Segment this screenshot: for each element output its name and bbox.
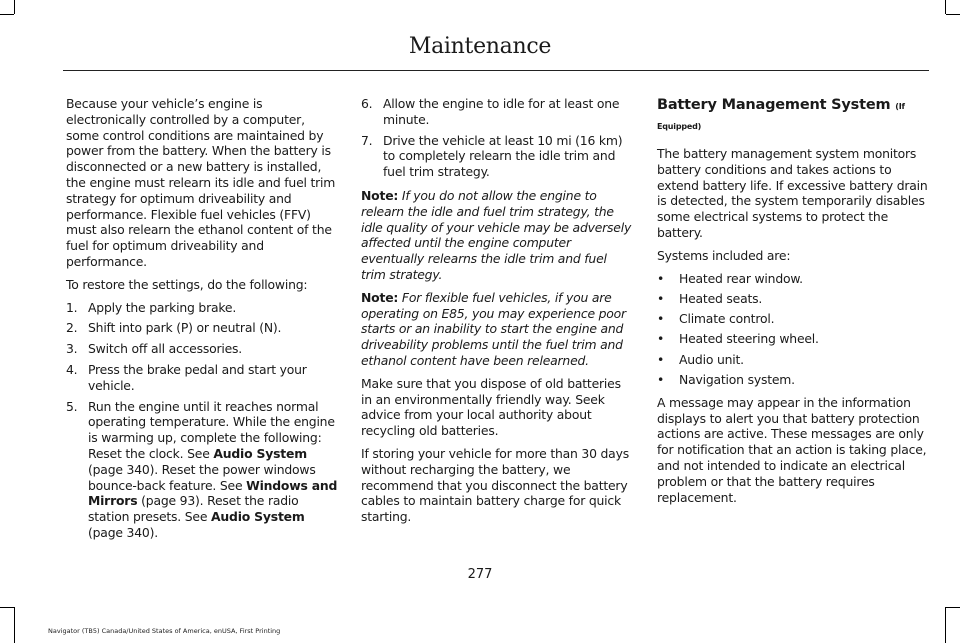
step-text: Press the brake pedal and start your vehicle. (88, 361, 307, 393)
closing-paragraph: A message may appear in the information displays to alert you that battery protection actions are active. These messages are only for notification that an action is taking place, and not intended to indicate an electrical problem or that the battery requires replacement. (657, 394, 927, 505)
note-text: For flexible fuel vehicles, if you are operating on E85, you may experience poor starts or an inability to start the engine and driveability problems until the fuel trim and ethanol content have been relearned. (361, 289, 626, 368)
step-number: 6. (361, 96, 373, 111)
note-flex-fuel (361, 290, 633, 369)
bullet: • (657, 351, 665, 367)
crop-mark-bottom-right-horizontal (946, 607, 960, 608)
note-idle-trim (361, 188, 633, 283)
list-item (657, 291, 929, 307)
crop-mark-top-left-horizontal (0, 14, 14, 15)
step-number: 7. (361, 132, 373, 148)
bullet: • (657, 311, 665, 327)
list-item-text: Heated steering wheel. (679, 331, 819, 347)
list-item-text: Heated seats. (679, 290, 763, 306)
list-item-text: Navigation system. (679, 372, 795, 388)
note-label: Note: (361, 187, 399, 203)
step-text: Switch off all accessories. (88, 341, 243, 357)
list-item-text: Audio unit. (679, 351, 744, 367)
list-item (657, 271, 929, 287)
step-item (66, 362, 338, 394)
column-left (66, 96, 338, 546)
bms-intro: The battery management system monitors battery conditions and takes actions to extend battery life. If excessive battery drain is detected, the system temporarily disables some electrical systems to protect the battery. (657, 146, 928, 240)
step-number: 1. (66, 299, 78, 315)
step-text: Drive the vehicle at least 10 mi (16 km) to completely relearn the idle trim and fuel trim strategy. (383, 132, 623, 180)
step-number: 2. (66, 320, 78, 336)
step-text: Allow the engine to idle for at least one minute. (383, 96, 620, 127)
bullet: • (657, 372, 665, 388)
step-text-part: (page 340). Reset the power windows bounce-back feature. See (88, 461, 316, 493)
list-item-text: Heated rear window. (679, 270, 803, 286)
section-heading-suffix: (If Equipped) (657, 102, 905, 131)
systems-intro: Systems included are: (657, 247, 791, 263)
step-number: 3. (66, 341, 78, 357)
list-item (657, 352, 929, 368)
disposal-paragraph: Make sure that you dispose of old batteries in an environmentally friendly way. Seek advice from your local authority about recycling old batteries. (361, 375, 621, 439)
list-item (657, 331, 929, 347)
crop-mark-top-right-vertical (945, 0, 946, 14)
section-heading (657, 96, 929, 136)
page-title: Maintenance (408, 34, 552, 59)
intro-paragraph: Because your vehicle’s engine is electronically controlled by a computer, some control conditions are maintained by power from the battery. When the battery is disconnected or a new battery is installed, the engine must relearn its idle and fuel trim strategy for optimum driveability and performance. Flexible fuel vehicles (FFV) must also relearn the ethanol content of the fuel for optimum driveability and performance. (66, 96, 336, 269)
step-item (361, 133, 633, 180)
list-item (657, 311, 929, 327)
step-text: Shift into park (P) or neutral (N). (88, 320, 282, 336)
step-text-part: Run the engine until it reaches normal operating temperature. While the engine is warming up, complete the following: Reset the clock. See (88, 398, 335, 461)
page-number: 277 (467, 567, 493, 582)
step-number: 5. (66, 398, 78, 414)
step-item (66, 320, 338, 336)
list-item-text: Climate control. (679, 311, 775, 327)
cross-reference-audio-system[interactable]: Audio System (213, 445, 307, 461)
note-label: Note: (361, 289, 399, 305)
list-item (657, 372, 929, 388)
cross-reference-audio-system[interactable]: Audio System (211, 509, 305, 525)
step-text (88, 399, 338, 541)
crop-mark-bottom-left-horizontal (0, 607, 14, 608)
note-text: If you do not allow the engine to relearn the idle and fuel trim strategy, the idle quality of your vehicle may be adversely affected until the engine computer eventually relearns the idle trim and fuel trim strategy. (361, 187, 632, 282)
restore-intro: To restore the settings, do the following: (66, 276, 308, 292)
bullet: • (657, 331, 665, 347)
step-item (361, 96, 633, 128)
footer-printing-info: Navigator (TB5) Canada/United States of America, enUSA, First Printing (48, 627, 281, 635)
crop-mark-top-right-horizontal (946, 14, 960, 15)
bullet: • (657, 290, 665, 306)
cross-reference-windows-and-mirrors[interactable]: Windows and Mirrors (88, 477, 338, 509)
crop-mark-bottom-right-vertical (945, 607, 946, 643)
step-item (66, 399, 338, 541)
crop-mark-bottom-left-vertical (14, 607, 15, 643)
crop-mark-top-left-vertical (14, 0, 15, 14)
step-item (66, 341, 338, 357)
step-item (66, 300, 338, 316)
step-text-part: (page 93). Reset the radio station presets. See (88, 493, 299, 525)
step-text: Apply the parking brake. (88, 299, 237, 315)
bullet: • (657, 270, 665, 286)
step-text-part: (page 340). (88, 524, 158, 540)
step-number: 4. (66, 361, 78, 377)
storage-paragraph: If storing your vehicle for more than 30 days without recharging the battery, we recommend that you disconnect the battery cables to maintain battery charge for quick starting. (361, 445, 629, 525)
section-heading-text: Battery Management System (657, 97, 891, 113)
header-divider (63, 70, 929, 71)
column-right (657, 96, 929, 512)
column-middle (361, 96, 633, 532)
